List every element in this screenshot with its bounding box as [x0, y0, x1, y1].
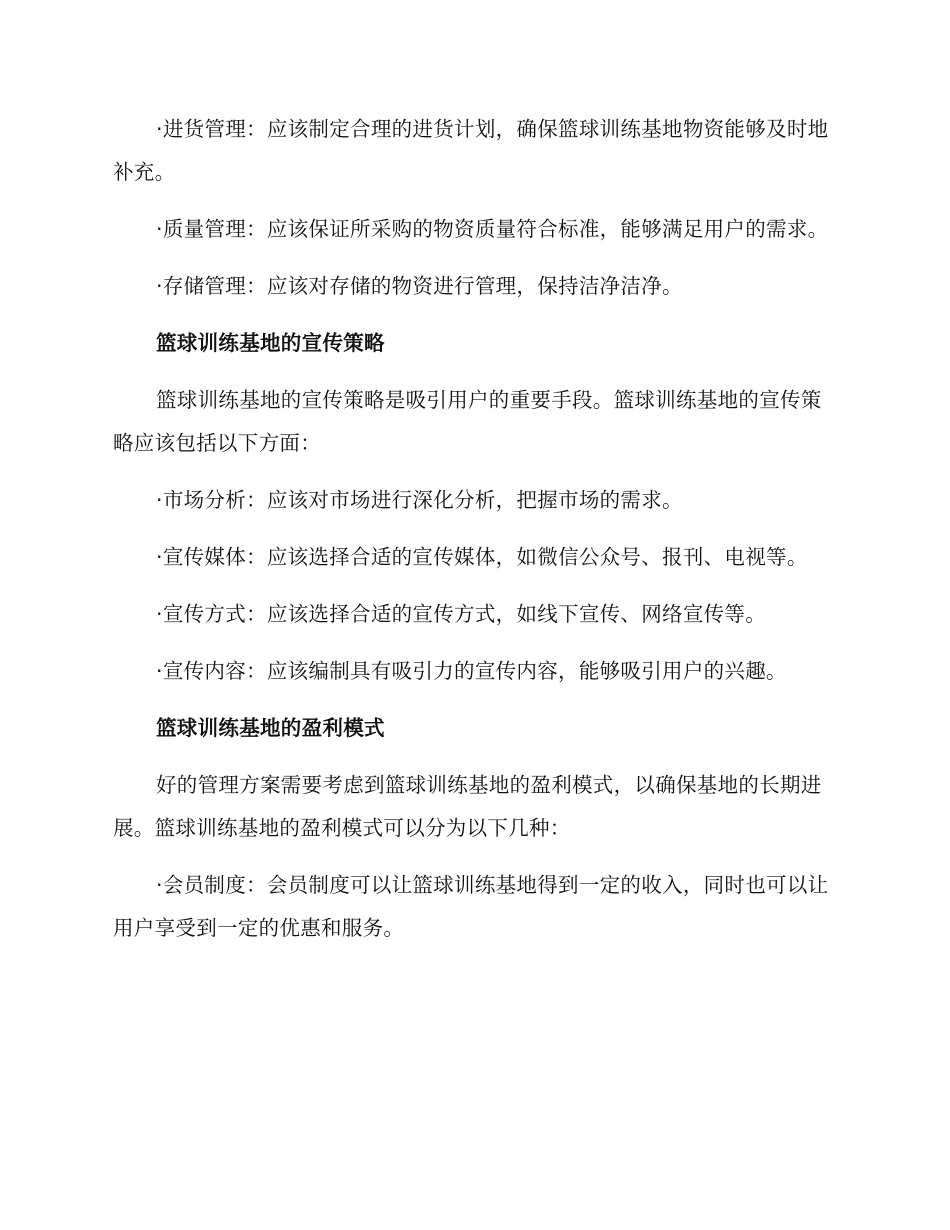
section-heading-promotion: 篮球训练基地的宣传策略	[156, 331, 385, 355]
section-heading-profit-model: 篮球训练基地的盈利模式	[156, 716, 385, 740]
bullet-quality-management: ·质量管理：应该保证所采购的物资质量符合标准，能够满足用户的需求。	[156, 217, 829, 241]
bullet-membership-system: ·会员制度：会员制度可以让篮球训练基地得到一定的收入，同时也可以让用户享受到一定的优惠和服务。	[113, 873, 829, 940]
bullet-promotion-method: ·宣传方式：应该选择合适的宣传方式，如线下宣传、网络宣传等。	[156, 602, 767, 626]
bullet-purchase-management: ·进货管理：应该制定合理的进货计划，确保篮球训练基地物资能够及时地补充。	[113, 117, 829, 184]
promotion-intro-paragraph: 篮球训练基地的宣传策略是吸引用户的重要手段。篮球训练基地的宣传策略应该包括以下方面：	[113, 388, 822, 455]
document-body	[113, 108, 835, 950]
bullet-storage-management: ·存储管理：应该对存储的物资进行管理，保持洁净洁净。	[156, 274, 683, 298]
profit-intro-paragraph: 好的管理方案需要考虑到篮球训练基地的盈利模式，以确保基地的长期进展。篮球训练基地的盈利模式可以分为以下几种：	[113, 773, 822, 840]
bullet-market-analysis: ·市场分析：应该对市场进行深化分析，把握市场的需求。	[156, 488, 683, 512]
bullet-promotion-media: ·宣传媒体：应该选择合适的宣传媒体，如微信公众号、报刊、电视等。	[156, 545, 808, 569]
bullet-promotion-content: ·宣传内容：应该编制具有吸引力的宣传内容，能够吸引用户的兴趣。	[156, 659, 787, 683]
